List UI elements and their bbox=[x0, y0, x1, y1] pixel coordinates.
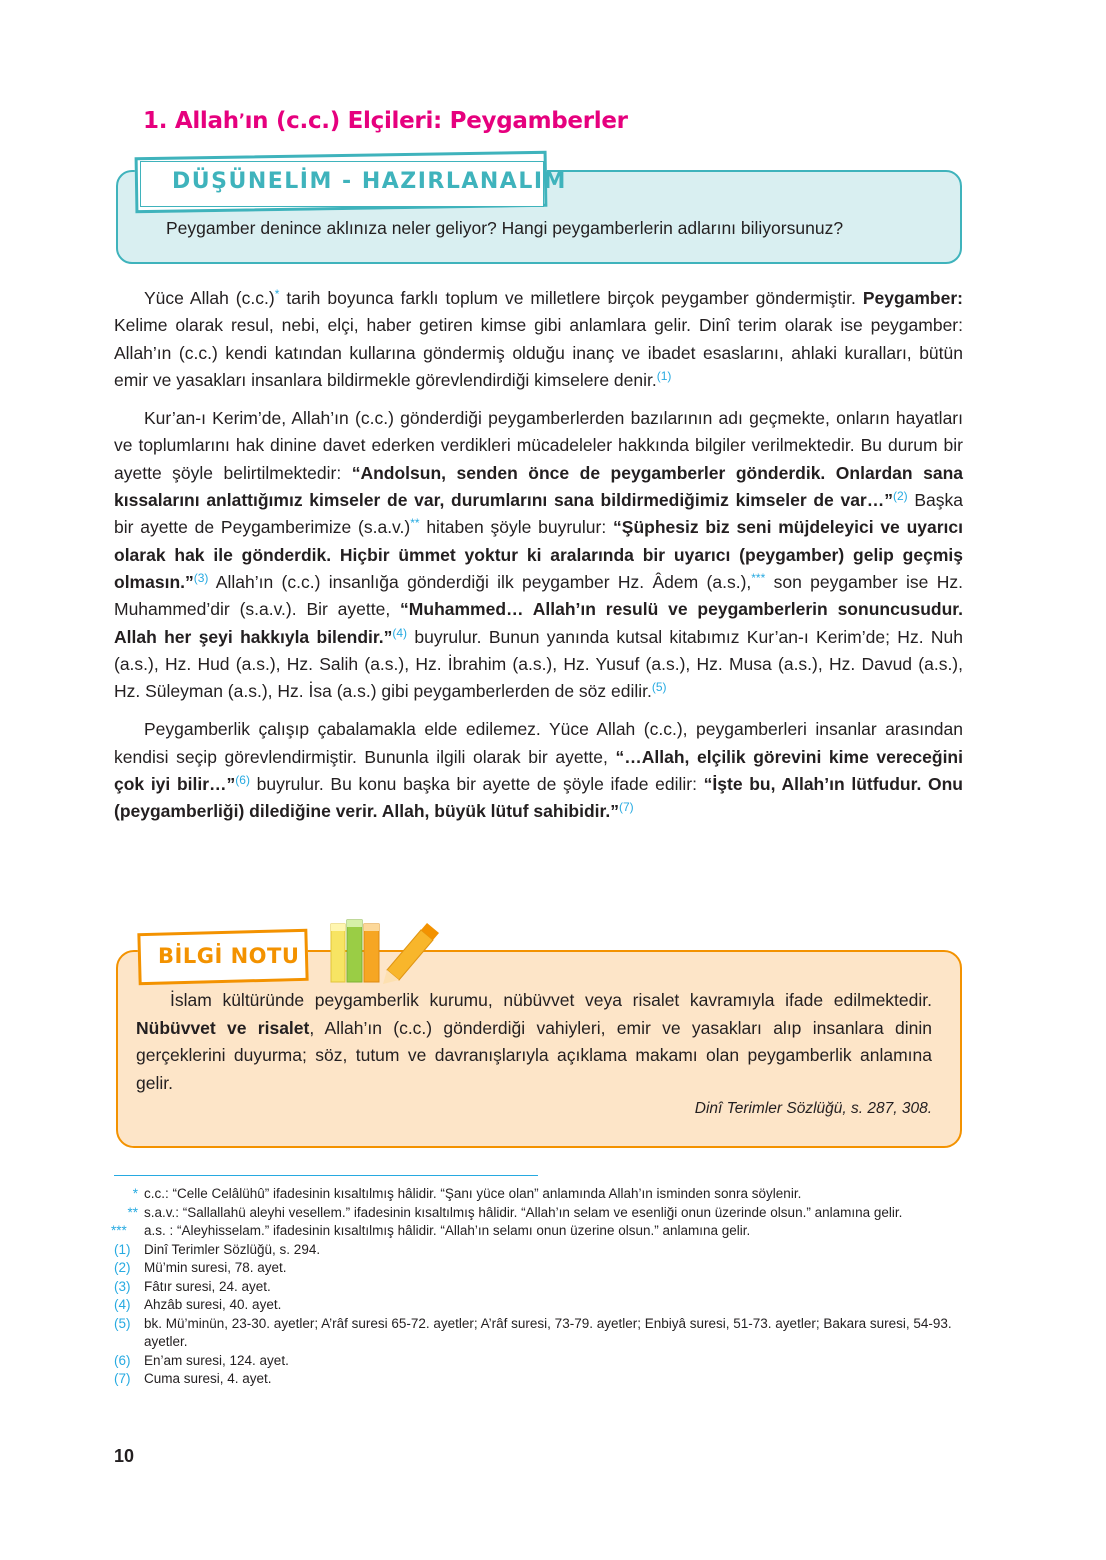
footnote-ref-2: (2) bbox=[892, 489, 908, 504]
paragraph-3: Peygamberlik çalışıp çabalamakla elde edilemez. Yüce Allah (c.c.), peygamberleri insanlar arasından kendisi seçip görevlendirmiştir. Bununla ilgili olarak bir ayette, “…Allah, elçilik görevini kime vereceğini çok iyi bilir…”$^{(6)}$ buyrulur. Bu konu başka bir ayette de şöyle ifade edilir: “İşte bu, Allah’ın lütfudur. Onu (peygamberliği) dilediğine verir. Allah, büyük lütuf sahibidir.”$^{(7)}$ bbox=[114, 719, 963, 822]
footnote-ref-7: (7) bbox=[619, 800, 634, 815]
footnote-ref-3: (3) bbox=[193, 570, 209, 585]
footnote-item: *** a.s. : “Aleyhisselam.” ifadesinin kısaltılmış hâlidir. “Allah’ın selamı onun üzerine olsun.” anlamına gelir. bbox=[111, 1223, 751, 1238]
footnote-mark-star1: * bbox=[274, 287, 280, 301]
think-box-question: Peygamber denince aklınıza neler geliyor? Hangi peygamberlerin adlarını biliyorsunuz? bbox=[166, 218, 844, 238]
footnote-item: (5) bk. Mü’minün, 23-30. ayetler; A’râf suresi 65-72. ayetler; A’râf suresi, 73-79. ayetler; Enbiyâ suresi, 51-73. ayetler; Bakara suresi, 54-93. ayetler. bbox=[114, 1315, 952, 1349]
footnote-item: ** s.a.v.: “Sallallahü aleyhi vesellem.” ifadesinin kısaltılmış hâlidir. “Allah’ın selam ve esenliği onun üzerinde olsun.” anlamına gelir. bbox=[127, 1204, 903, 1220]
section-title: 1. Allah’ın (c.c.) Elçileri: Peygamberler bbox=[143, 108, 628, 134]
footnote-ref-6: (6) bbox=[235, 773, 250, 788]
footnote-ref-4: (4) bbox=[392, 625, 408, 640]
page-number: 10 bbox=[114, 1446, 135, 1466]
footnote-ref-1: (1) bbox=[656, 368, 672, 383]
footnote-item: (3) Fâtır suresi, 24. ayet. bbox=[114, 1278, 271, 1294]
footnote-item: (6) En’am suresi, 124. ayet. bbox=[114, 1352, 289, 1368]
paragraph-2: Kur’an-ı Kerim’de, Allah’ın (c.c.) gönderdiği peygamberlerden bazılarının adı geçmekte, onların hayatları ve toplumlarını hak dinine davet ederken verdikleri mücadeleler hakkında bilgiler verilmektedir. Bu durum bir ayette şöyle belirtilmektedir: “Andolsun, senden önce de peygamberler gönderdik. Onlardan sana kıssalarını anlattığımız kimseler de var, durumlarını sana bildirmediğimiz kimseler de var…”$^{(2)}$ Başka bir ayette de Peygamberimize (s.a.v.)** hitaben şöyle buyrulur: “Şüphesiz biz seni müjdeleyici ve uyarıcı olarak hak ile gönderdik. Hiçbir ümmet yoktur ki aralarında bir uyarıcı (peygamber) gelip geçmiş olmasın.”$^{(3)}$ Allah’ın (c.c.) insanlığa gönderdiği ilk peygamber Hz. Âdem (a.s.),*** son peygamber ise Hz. Muhammed’dir (s.a.v.). Bir ayette, “Muhammed… Allah’ın resulü ve peygamberlerin sonuncusudur. Allah her şeyi hakkıyla bilendir.”$^{(4)}$ buyrulur. Bunun yanında kutsal kitabımız Kur’an-ı Kerim’de; Hz. Nuh (a.s.), Hz. Hud (a.s.), Hz. Salih (a.s.), Hz. İbrahim (a.s.), Hz. Yusuf (a.s.), Hz. Musa (a.s.), Hz. Davud (a.s.), Hz. Süleyman (a.s.), Hz. İsa (a.s.) gibi peygamberlerden de söz edilir.$^{(5)}$ bbox=[114, 408, 963, 702]
footnote-item: * c.c.: “Celle Celâlühû” ifadesinin kısaltılmış hâlidir. “Şanı yüce olan” anlamında Allah’ın isminden sonra söylenir. bbox=[132, 1186, 802, 1201]
footnote-item: (1) Dinî Terimler Sözlüğü, s. 294. bbox=[114, 1241, 321, 1257]
books-pencil-icon bbox=[325, 916, 445, 986]
paragraph-1: Yüce Allah (c.c.)* tarih boyunca farklı toplum ve milletlere birçok peygamber göndermiştir. Peygamber: Kelime olarak resul, nebi, elçi, haber getiren kimse gibi anlamlara gelir. Dinî terim olarak ise peygamber: Allah’ın (c.c.) kendi katından kullarına göndermiş olduğu inanç ve ibadet esaslarını, ahlaki kuralları, bütün emir ve yasakları insanlara bildirmekle görevlendirdiği kimselere denir.$^{(1)}$ bbox=[114, 287, 963, 390]
footnotes-list bbox=[111, 1185, 964, 1389]
info-note-label: BİLGİ NOTU bbox=[158, 944, 300, 968]
footnote-divider bbox=[114, 1175, 538, 1176]
footnote-item: (7) Cuma suresi, 4. ayet. bbox=[114, 1371, 272, 1386]
footnote-item: (2) Mü’min suresi, 78. ayet. bbox=[114, 1260, 287, 1275]
info-note-source: Dinî Terimler Sözlüğü, s. 287, 308. bbox=[694, 1100, 932, 1117]
footnote-item: (4) Ahzâb suresi, 40. ayet. bbox=[114, 1297, 282, 1312]
footnote-mark-star3: *** bbox=[751, 570, 766, 585]
body-text bbox=[114, 285, 963, 837]
footnote-mark-star2: ** bbox=[410, 516, 420, 531]
info-note-text: İslam kültüründe peygamberlik kurumu, nübüvvet veya risalet kavramıyla ifade edilmektedir. Nübüvvet ve risalet, Allah’ın (c.c.) gönderdiği vahiyleri, emir ve yasakları alıp insanlara dinin gerçeklerini duyurma; söz, tutum ve davranışlarıyla açıklama makamı olan peygamberlik anlamına gelir. bbox=[136, 990, 932, 1093]
think-box-label: DÜŞÜNELİM - HAZIRLANALIM bbox=[172, 169, 567, 194]
footnote-ref-5: (5) bbox=[651, 680, 667, 695]
